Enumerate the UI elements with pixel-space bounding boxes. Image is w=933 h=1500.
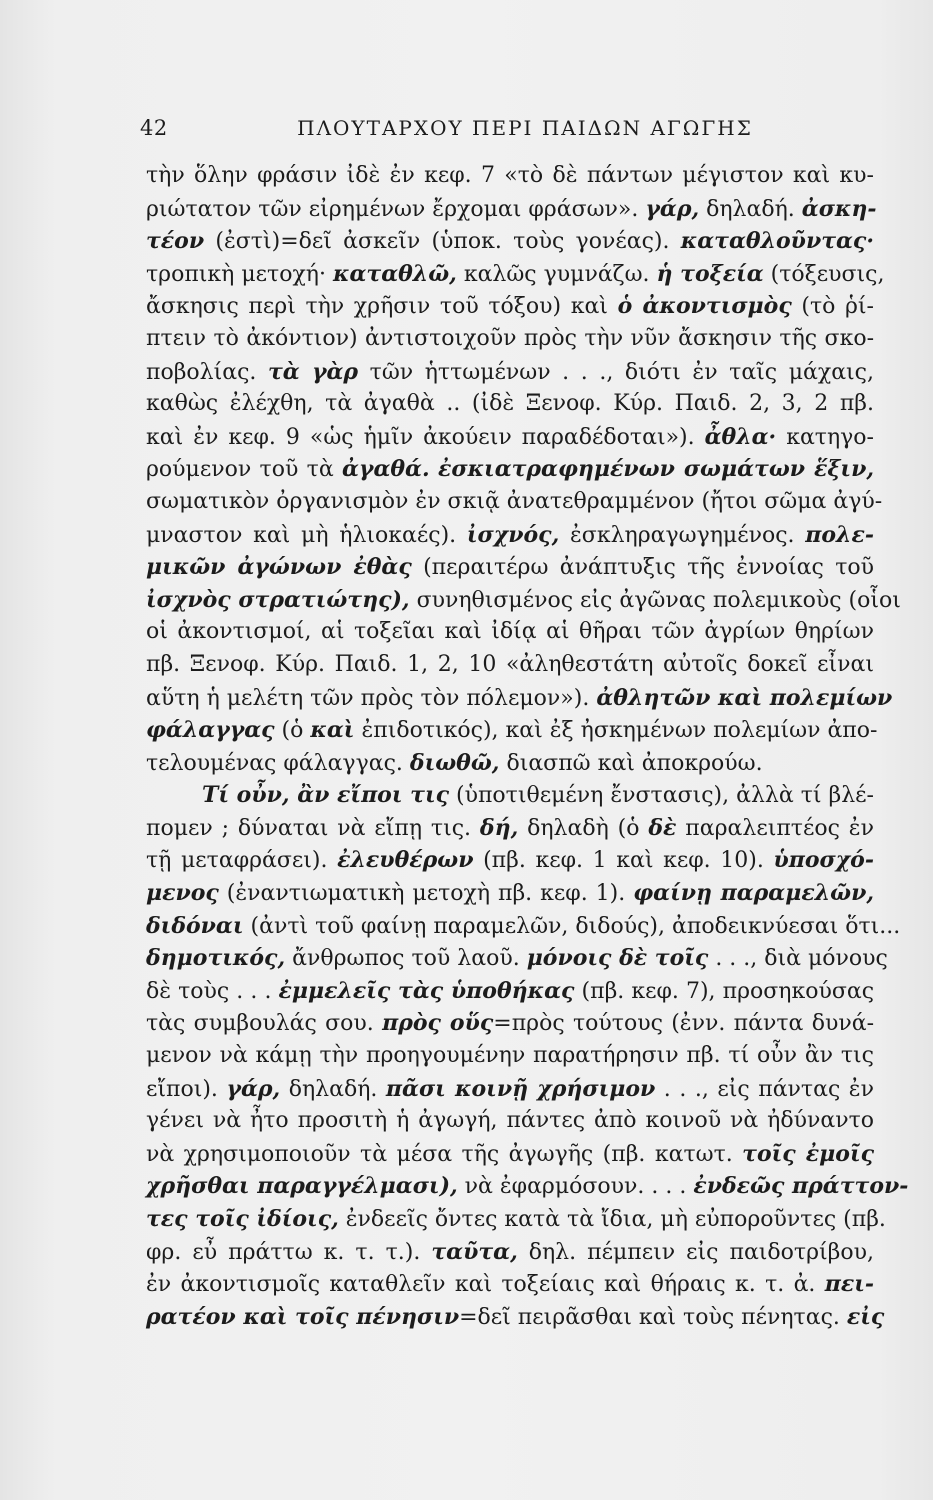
text-segment: (ὑποτιθεμένη ἔνστασις), ἀλλὰ τί βλέ- xyxy=(449,783,874,809)
text-line xyxy=(146,258,885,291)
commentary-text xyxy=(146,160,909,1460)
text-segment: αὕτη ἡ μελέτη τῶν πρὸς τὸν πόλεμον»). xyxy=(146,685,597,711)
lemma-bold-italic: διωθῶ, xyxy=(409,749,500,776)
text-segment: ἐπιδοτικός), καὶ ἐξ ἠσκημένων πολεμίων ἀπο- xyxy=(354,718,878,744)
text-line xyxy=(146,356,874,389)
lemma-bold-italic: δή, xyxy=(479,814,519,841)
running-title: ΠΛΟΥΤΑΡΧΟΥ ΠΕΡΙ ΠΑΙΔΩΝ ΑΓΩΓΗΣ xyxy=(297,116,753,140)
text-segment: δηλαδή. xyxy=(280,1076,386,1102)
page-header xyxy=(140,116,880,146)
text-segment xyxy=(430,457,438,482)
text-line xyxy=(146,193,877,226)
text-segment: (ἀντὶ τοῦ φαίνῃ παραμελῶν, διδούς), ἀποδεικνύεσαι ὅτι... xyxy=(243,913,901,939)
text-line xyxy=(146,812,874,845)
lemma-bold-italic: δὲ xyxy=(648,814,677,841)
text-segment: (περαιτέρω ἀνάπτυξις τῆς ἐννοίας τοῦ xyxy=(411,555,874,581)
lemma-bold-italic: μενος xyxy=(146,880,219,907)
text-segment: (πβ. κεφ. 7), προσηκούσας xyxy=(574,978,875,1004)
text-segment: τροπικὴ μετοχή· xyxy=(146,261,333,287)
text-segment: ἐνδεεῖς ὄντες κατὰ τὰ ἴδια, μὴ εὐποροῦντες (πβ. xyxy=(338,1207,886,1232)
lemma-bold-italic: πει- xyxy=(824,1271,874,1298)
lemma-bold-italic: καταθλοῦντας· xyxy=(680,228,874,255)
lemma-bold-italic: ὁ ἀκοντισμὸς xyxy=(617,293,792,320)
text-segment: παραλειπτέος ἐν xyxy=(676,815,874,841)
text-segment: . . ., εἰς πάντας ἐν xyxy=(655,1076,874,1102)
text-line xyxy=(146,942,888,975)
text-segment: πβ. Ξενοφ. Κύρ. Παιδ. 1, 2, 10 «ἀληθεστάτη αὐτοῖς δοκεῖ εἶναι xyxy=(146,651,874,677)
text-segment: (ἐναντιωματικὴ μετοχὴ πβ. κεφ. 1). xyxy=(218,881,634,907)
text-segment: τὴν ὅλην φράσιν ἰδὲ ἐν κεφ. 7 «τὸ δὲ πάντων μέγιστον καὶ κυ- xyxy=(146,163,874,188)
text-segment: δηλαδὴ (ὁ xyxy=(518,815,649,841)
lemma-bold-italic: εἰς xyxy=(846,1303,885,1330)
text-line xyxy=(146,1040,874,1073)
text-line xyxy=(146,1073,874,1106)
text-line xyxy=(146,225,874,258)
lemma-bold-italic: ἰσχνός, xyxy=(466,521,560,548)
text-line xyxy=(146,649,874,682)
text-line xyxy=(146,421,874,454)
lemma-bold-italic: τες τοῖς ἰδίοις, xyxy=(146,1206,339,1232)
lemma-bold-italic: γάρ, xyxy=(226,1075,281,1102)
lemma-bold-italic: ἀγαθά. xyxy=(342,456,430,483)
text-segment: τελουμένας φάλαγγας. xyxy=(146,750,410,776)
lemma-bold-italic: τὰ γὰρ xyxy=(268,358,359,385)
text-line xyxy=(146,486,883,519)
text-segment: (πβ. κεφ. 1 καὶ κεφ. 10). xyxy=(473,848,774,874)
lemma-bold-italic: φαίνῃ παραμελῶν, xyxy=(633,880,875,907)
text-line xyxy=(146,519,874,552)
text-line xyxy=(146,975,874,1008)
text-line xyxy=(146,1236,874,1269)
lemma-bold-italic: πρὸς οὕς xyxy=(382,1010,494,1037)
text-line xyxy=(146,747,874,780)
text-segment: μναστον καὶ μὴ ἡλιοκαές). xyxy=(146,522,467,548)
lemma-bold-italic: ἐνδεῶς πράττον- xyxy=(693,1173,909,1200)
lemma-bold-italic: πολε- xyxy=(805,521,874,548)
text-segment: ἄσκησις περὶ τὴν χρῆσιν τοῦ τόξου) καὶ xyxy=(146,294,618,320)
page-number: 42 xyxy=(140,116,168,140)
text-line xyxy=(146,388,874,421)
lemma-bold-italic: ἐμμελεῖς τὰς ὑποθήκας xyxy=(278,977,575,1004)
text-segment: (ὁ xyxy=(274,718,311,744)
text-line xyxy=(146,1170,909,1203)
text-segment: =πρὸς τούτους (ἐνν. πάντα δυνά- xyxy=(493,1011,875,1037)
text-line xyxy=(146,910,901,943)
text-segment: ἐσκληραγωγημένος. xyxy=(559,522,806,548)
text-segment: νὰ ἐφαρμόσουν. . . . xyxy=(457,1174,694,1200)
lemma-bold-italic: τέον xyxy=(146,228,205,255)
text-line xyxy=(146,877,874,910)
text-segment: δηλαδή. xyxy=(699,196,802,222)
text-line xyxy=(146,682,893,715)
text-line xyxy=(146,453,874,486)
text-segment: ἄνθρωπος τοῦ λαοῦ. xyxy=(285,946,527,972)
text-line xyxy=(146,160,874,193)
text-segment: διασπῶ καὶ ἀποκρούω. xyxy=(499,750,763,776)
text-line xyxy=(146,323,874,356)
text-segment: . . ., διὰ μόνους xyxy=(708,946,888,972)
lemma-bold-italic: ἰσχνὸς στρατιώτης), xyxy=(146,586,410,613)
text-line xyxy=(146,551,874,584)
text-line xyxy=(146,1301,885,1334)
text-segment: γένει νὰ ἦτο προσιτὴ ἡ ἀγωγή, πάντες ἀπὸ κοινοῦ νὰ ἠδύναντο xyxy=(146,1108,874,1134)
text-segment: (τὸ ῥί- xyxy=(791,294,874,320)
text-segment: δὲ τοὺς . . . xyxy=(146,978,279,1004)
text-segment: ρούμενον τοῦ τὰ xyxy=(146,457,342,483)
text-segment: ριώτατον τῶν εἰρημένων ἔρχομαι φράσων». xyxy=(146,196,646,222)
lemma-bold-italic: ἡ τοξεία xyxy=(656,260,764,287)
text-line xyxy=(146,616,874,649)
text-segment: πομεν ; δύναται νὰ εἴπῃ τις. xyxy=(146,815,480,841)
text-segment: σωματικὸν ὀργανισμὸν ἐν σκιᾷ ἀνατεθραμμένον (ἤτοι σῶμα ἀγύ- xyxy=(146,488,883,514)
lemma-bold-italic: μόνοις δὲ τοῖς xyxy=(526,945,709,972)
lemma-bold-italic: ἀθλητῶν καὶ πολεμίων xyxy=(596,684,893,711)
text-line xyxy=(146,1007,874,1040)
text-segment: καθὼς ἐλέχθη, τὰ ἀγαθὰ .. (ἰδὲ Ξενοφ. Κύρ. Παιδ. 2, 3, 2 πβ. xyxy=(146,391,874,417)
lemma-bold-italic: διδόναι xyxy=(146,912,244,939)
text-segment: φρ. εὖ πράττω κ. τ. τ.). xyxy=(146,1239,432,1265)
text-segment: =δεῖ πειρᾶσθαι καὶ τοὺς πένητας. xyxy=(459,1304,847,1330)
text-segment: συνηθισμένος εἰς ἀγῶνας πολεμικοὺς (οἷοι xyxy=(409,587,901,613)
lemma-bold-italic: δημοτικός, xyxy=(146,945,286,972)
lemma-bold-italic: φάλαγγας xyxy=(146,717,275,744)
text-line xyxy=(146,844,874,877)
text-segment: μενον νὰ κάμῃ τὴν προηγουμένην παρατήρησιν πβ. τί οὖν ἂν τις xyxy=(146,1043,874,1069)
lemma-bold-italic: καὶ xyxy=(310,717,355,744)
lemma-bold-italic: ἐλευθέρων xyxy=(337,847,474,874)
text-segment: δηλ. πέμπειν εἰς παιδοτρίβου, xyxy=(517,1239,874,1265)
text-segment: (ἐστὶ)=δεῖ ἀσκεῖν (ὑποκ. τοὺς γονέας). xyxy=(204,229,681,255)
lemma-bold-italic: ἆθλα· xyxy=(704,423,777,450)
lemma-bold-italic: τοῖς ἐμοῖς xyxy=(742,1140,874,1167)
text-line xyxy=(146,290,874,323)
lemma-bold-italic: ἀσκη- xyxy=(801,195,877,222)
lemma-bold-italic: ρατέον καὶ τοῖς πένησιν xyxy=(146,1303,460,1330)
text-line xyxy=(146,1138,874,1171)
text-line xyxy=(146,1203,886,1236)
text-line xyxy=(146,1105,874,1138)
lemma-bold-italic: ὑποσχό- xyxy=(773,847,874,874)
lemma-bold-italic: ταῦτα, xyxy=(431,1238,518,1265)
text-segment: τῶν ἡττωμένων . . ., διότι ἐν ταῖς μάχαις, xyxy=(358,359,874,385)
text-segment: τῇ μεταφράσει). xyxy=(146,848,338,874)
text-segment: κατηγο- xyxy=(776,424,874,450)
text-segment: ἐν ἀκοντισμοῖς καταθλεῖν καὶ τοξείαις καὶ θήραις κ. τ. ἀ. xyxy=(146,1272,825,1298)
text-segment: (τόξευσις, xyxy=(763,261,885,287)
lemma-bold-italic: καταθλῶ, xyxy=(332,260,457,287)
text-line xyxy=(146,714,878,747)
text-line xyxy=(146,779,874,812)
text-segment: οἱ ἀκοντισμοί, αἱ τοξεῖαι καὶ ἰδίᾳ αἱ θῆραι τῶν ἀγρίων θηρίων xyxy=(146,619,874,645)
text-segment: καὶ ἐν κεφ. 9 «ὡς ἡμῖν ἀκούειν παραδέδοται»). xyxy=(146,424,705,450)
text-segment: πτειν τὸ ἀκόντιον) ἀντιστοιχοῦν πρὸς τὴν νῦν ἄσκησιν τῆς σκο- xyxy=(146,325,874,351)
text-segment: τὰς συμβουλάς σου. xyxy=(146,1011,383,1037)
lemma-bold-italic: χρῆσθαι παραγγέλμασι), xyxy=(146,1173,458,1200)
text-line xyxy=(146,584,901,617)
text-segment: καλῶς γυμνάζω. xyxy=(456,261,657,287)
lemma-bold-italic: γάρ, xyxy=(645,195,700,222)
lemma-bold-italic: πᾶσι κοινῇ χρήσιμον xyxy=(385,1075,656,1102)
text-segment: νὰ χρησιμοποιοῦν τὰ μέσα τῆς ἀγωγῆς (πβ. κατωτ. xyxy=(146,1141,743,1167)
lemma-bold-italic: Τί οὖν, ἂν εἴποι τις xyxy=(202,782,450,809)
text-line xyxy=(146,1268,874,1301)
text-segment: εἴποι). xyxy=(146,1076,227,1102)
text-segment: ποβολίας. xyxy=(146,359,268,385)
lemma-bold-italic: μικῶν ἀγώνων ἐθὰς xyxy=(146,554,412,581)
lemma-bold-italic: ἐσκιατραφημένων σωμάτων ἕξιν, xyxy=(437,456,874,483)
